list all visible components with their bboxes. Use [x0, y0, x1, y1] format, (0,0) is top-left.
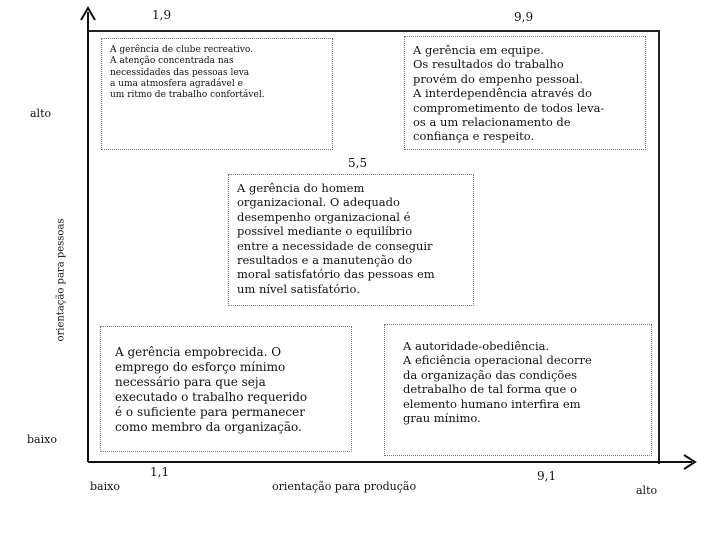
box-middle-road: A gerência do homem organizacional. O adequado desempenho organizacional é possível mediante o equilíbrio entre a necessidade de conseguir resultados e a manutenção do moral satisfatório das pessoas em um nível satisfatório. [228, 174, 474, 306]
box-country-club: A gerência de clube recreativo. A atenção concentrada nas necessidades das pessoas leva a uma atmosfera agradável e um ritmo de trabalho confortável. [101, 38, 333, 150]
coord-9-9: 9,9 [514, 10, 534, 24]
y-axis-title: orientação para pessoas [55, 218, 67, 342]
y-low-label: baixo [27, 433, 57, 446]
x-high-label: alto [636, 484, 658, 497]
coord-9-1: 9,1 [537, 469, 557, 483]
box-team-management: A gerência em equipe. Os resultados do trabalho provém do empenho pessoal. A interdependência através do comprometimento de todos leva- os a um relacionamento de confiança e respeito. [404, 36, 646, 150]
coord-1-9: 1,9 [152, 8, 172, 22]
y-high-label: alto [30, 107, 52, 120]
coord-5-5: 5,5 [348, 156, 368, 170]
box-impoverished: A gerência empobrecida. O emprego do esforço mínimo necessário para que seja executado o trabalho requerido é o suficiente para permanecer como membro da organização. [100, 326, 352, 452]
coord-1-1: 1,1 [150, 465, 170, 479]
x-axis-title: orientação para produção [272, 480, 417, 493]
box-authority-obedience: A autoridade-obediência. A eficiência operacional decorre da organização das condições detrabalho de tal forma que o elemento humano interfira em grau mínimo. [384, 324, 652, 456]
x-low-label: baixo [90, 480, 120, 493]
